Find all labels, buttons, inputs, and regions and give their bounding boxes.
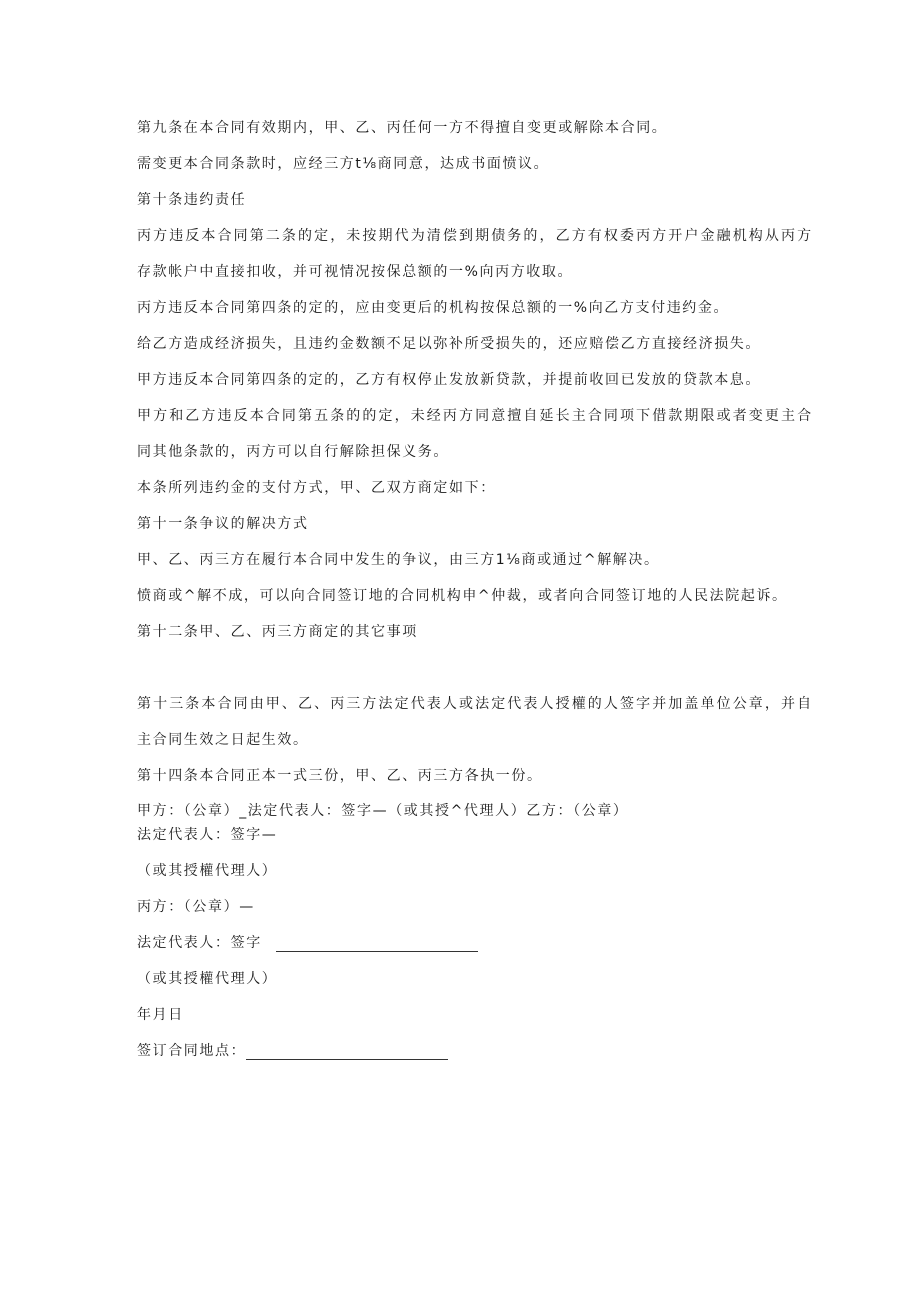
signature-blank [276, 937, 478, 952]
party-a-signature-line: 甲方：（公章）_法定代表人：签字—（或其授^代理人）乙方：（公章） [137, 803, 629, 819]
article-10-heading: 第十条违约责任 [137, 192, 247, 208]
article-10-paragraph-1-line-2: 存款帐户中直接扣收，并可视情况按保总额的一%向丙方收取。 [137, 264, 574, 280]
article-10-paragraph-5-line-2: 同其他条款的，丙方可以自行解除担保义务。 [137, 444, 449, 460]
signing-location-row [137, 1042, 448, 1060]
article-10-paragraph-2: 丙方违反本合同第四条的定的，应由变更后的机构按保总额的一%向乙方支付违约金。 [137, 300, 730, 316]
article-11-heading: 第十一条争议的解决方式 [137, 516, 309, 532]
party-b-authorized-agent-line: （或其授權代理人） [137, 863, 278, 879]
article-10-paragraph-4: 甲方违反本合同第四条的定的，乙方有权停止发放新贷款，并提前收回已发放的贷款本息。 [137, 372, 761, 388]
article-10-paragraph-1-line-1: 丙方违反本合同第二条的定，未按期代为清偿到期债务的，乙方有权委丙方开户金融机构从丙方 [137, 228, 814, 244]
party-c-representative-label: 法定代表人：签字 [137, 935, 262, 951]
article-9-text: 第九条在本合同有效期内，甲、乙、丙任何一方不得擅自变更或解除本合同。 [137, 120, 668, 136]
article-10-paragraph-6: 本条所列违约金的支付方式，甲、乙双方商定如下： [137, 480, 496, 496]
party-c-authorized-agent-line: （或其授權代理人） [137, 971, 278, 987]
article-11-paragraph-2: 愤商或^解不成，可以向合同签订地的合同机构申^仲裁，或者向合同签订地的人民法院起诉。 [137, 588, 788, 604]
article-10-paragraph-5-line-1: 甲方和乙方违反本合同第五条的的定，未经丙方同意擅自延长主合同项下借款期限或者变更主合 [137, 408, 814, 424]
party-b-representative-line: 法定代表人：签字— [137, 827, 278, 843]
location-blank [246, 1045, 448, 1060]
party-c-seal-line: 丙方：（公章）— [137, 899, 255, 915]
date-line: 年月日 [137, 1007, 184, 1023]
party-c-representative-row [137, 934, 478, 952]
article-10-paragraph-3: 给乙方造成经济损失，且违约金数额不足以弥补所受损失的，还应赔偿乙方直接经济损失。 [137, 336, 761, 352]
article-14-text: 第十四条本合同正本一式三份，甲、乙、丙三方各执一份。 [137, 768, 543, 784]
article-13-line-1: 第十三条本合同由甲、乙、丙三方法定代表人或法定代表人授權的人签字并加盖单位公章，并自 [137, 696, 814, 712]
article-12-heading: 第十二条甲、乙、丙三方商定的其它事项 [137, 624, 418, 640]
article-13-line-2: 主合同生效之日起生效。 [137, 732, 309, 748]
article-9-amendment-text: 需变更本合同条款时，应经三方t⅛商同意，达成书面愤议。 [137, 156, 550, 172]
signing-location-label: 签订合同地点： [137, 1043, 247, 1059]
article-11-paragraph-1: 甲、乙、丙三方在履行本合同中发生的争议，由三方1⅛商或通过^解解决。 [137, 552, 660, 568]
